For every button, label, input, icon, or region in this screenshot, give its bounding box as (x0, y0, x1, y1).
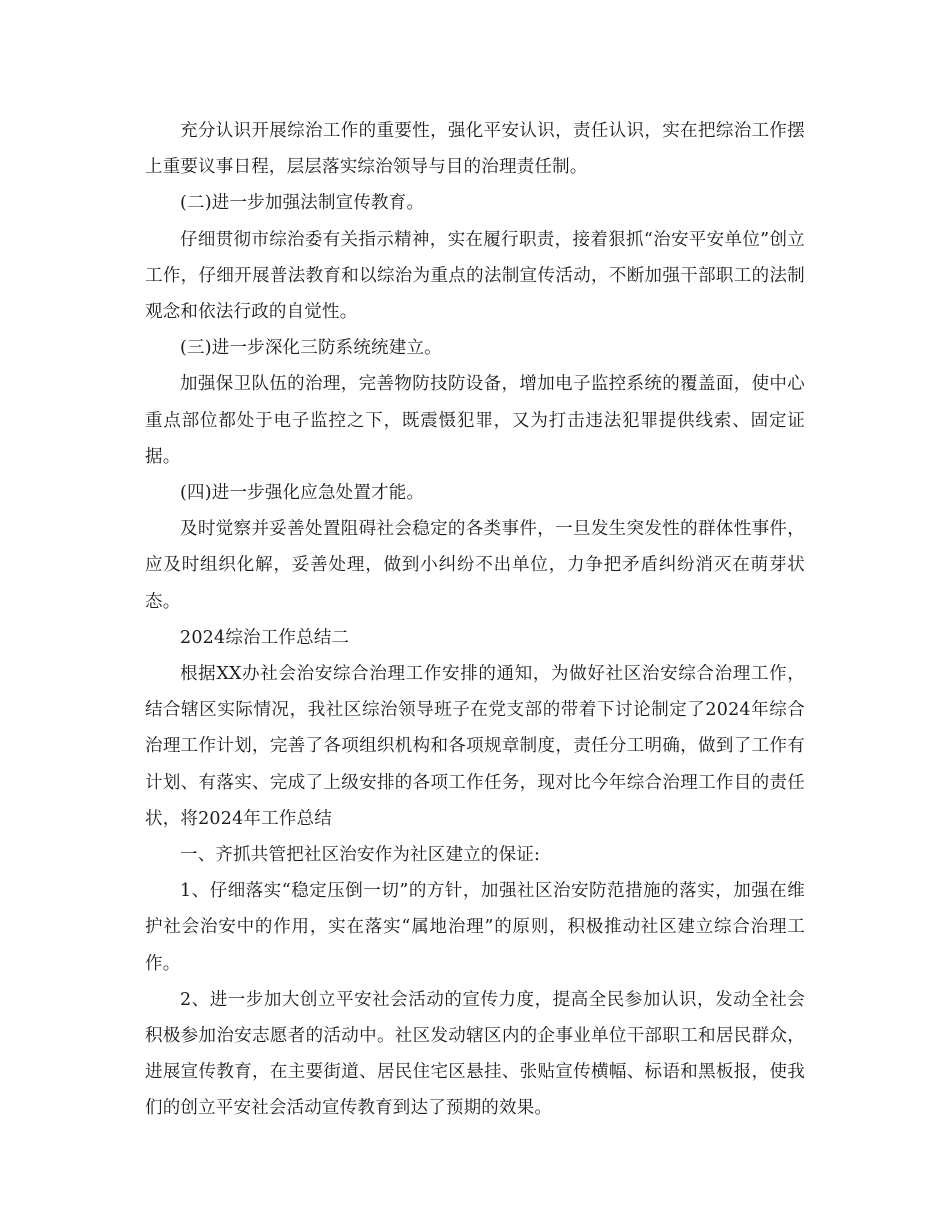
list-item-2: 2、进一步加大创立平安社会活动的宣传力度，提高全民参加认识，发动全社会积极参加治安志愿者的活动中。社区发动辖区内的企事业单位干部职工和居民群众，进展宣传教育，在主要街道、居民住宅区悬挂、张贴宣传横幅、标语和黑板报，使我们的创立平安社会活动宣传教育到达了预期的效果。 (145, 989, 805, 1119)
section-heading-4: (四)进一步强化应急处置才能。 (180, 483, 425, 504)
paragraph-2: 仔细贯彻市综治委有关指示精神，实在履行职责，接着狠抓“治安平安单位”创立工作，仔细开展普法教育和以综治为重点的法制宣传活动，不断加强干部职工的法制观念和依法行政的自觉性。 (145, 229, 805, 323)
document-subtitle: 2024综治工作总结二 (180, 627, 350, 648)
section-heading-3: (三)进一步深化三防系统统建立。 (180, 338, 442, 359)
paragraph-3: 加强保卫队伍的治理，完善物防技防设备，增加电子监控系统的覆盖面，使中心重点部位都处于电子监控之下，既震慑犯罪，又为打击违法犯罪提供线索、固定证据。 (145, 374, 805, 467)
section-heading-2: (二)进一步加强法制宣传教育。 (180, 193, 425, 214)
paragraph-5: 根据XX办社会治安综合治理工作安排的通知，为做好社区治安综合治理工作，结合辖区实际情况，我社区综治领导班子在党支部的带着下讨论制定了2024年综合治理工作计划，完善了各项组织机构和各项规章制度，责任分工明确，做到了工作有计划、有落实、完成了上级安排的各项工作任务，现对比今年综合治理工作目的责任状，将2024年工作总结 (145, 664, 805, 829)
paragraph-1: 充分认识开展综治工作的重要性，强化平安认识，责任认识，实在把综治工作摆上重要议事日程，层层落实综治领导与目的治理责任制。 (145, 121, 805, 178)
list-item-1: 1、仔细落实“稳定压倒一切”的方针，加强社区治安防范措施的落实，加强在维护社会治安中的作用，实在落实“属地治理”的原则，积极推动社区建立综合治理工作。 (145, 881, 805, 974)
document-body (145, 113, 805, 1127)
paragraph-4: 及时觉察并妥善处置阻碍社会稳定的各类事件，一旦发生突发性的群体性事件，应及时组织化解，妥善处理，做到小纠纷不出单位，力争把矛盾纠纷消灭在萌芽状态。 (145, 519, 805, 612)
section-heading-one: 一、齐抓共管把社区治安作为社区建立的保证: (180, 845, 541, 866)
